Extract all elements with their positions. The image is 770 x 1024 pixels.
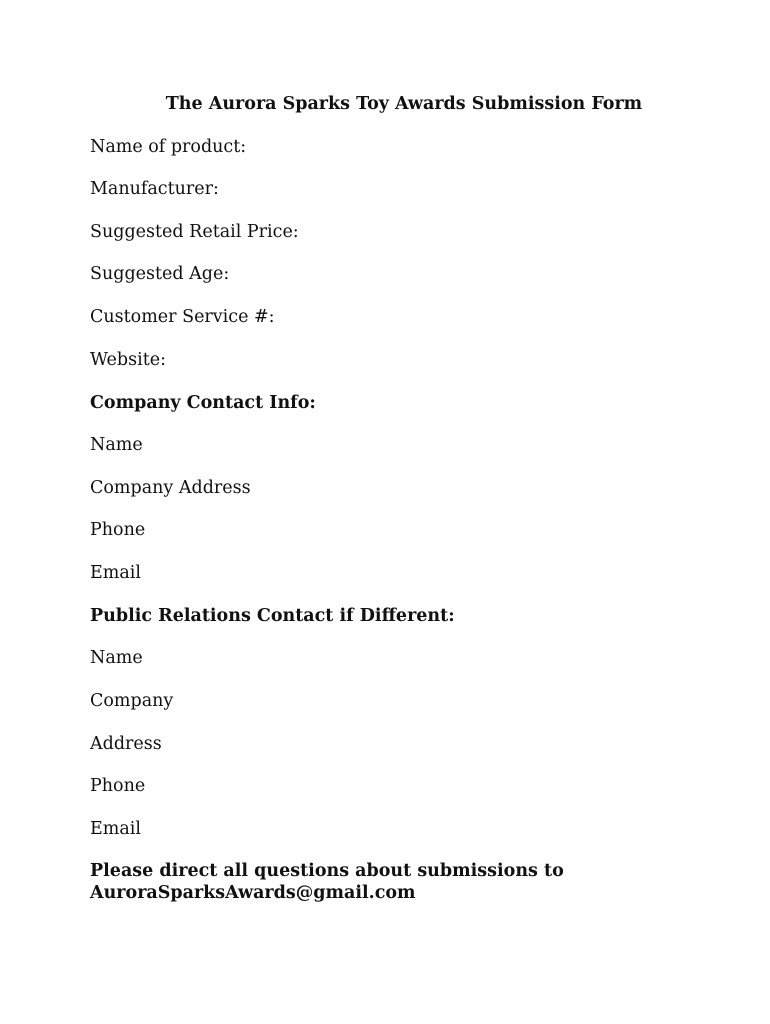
pr-contact-heading: Public Relations Contact if Different: xyxy=(90,606,455,626)
pr-contact-phone: Phone xyxy=(90,776,146,796)
closing-note xyxy=(90,860,564,904)
company-contact-address: Company Address xyxy=(90,478,251,498)
contact-email-address: AuroraSparksAwards@gmail.com xyxy=(90,883,416,903)
company-contact-name: Name xyxy=(90,435,143,455)
closing-note-line1: Please direct all questions about submissions to xyxy=(90,861,564,881)
form-title: The Aurora Sparks Toy Awards Submission Form xyxy=(165,94,643,114)
pr-contact-name: Name xyxy=(90,648,143,668)
field-suggested-retail-price: Suggested Retail Price: xyxy=(90,222,299,242)
field-website: Website: xyxy=(90,350,166,370)
pr-contact-email: Email xyxy=(90,819,141,839)
company-contact-email: Email xyxy=(90,563,141,583)
pr-contact-company: Company xyxy=(90,691,174,711)
field-customer-service: Customer Service #: xyxy=(90,307,275,327)
pr-contact-address: Address xyxy=(90,734,162,754)
field-suggested-age: Suggested Age: xyxy=(90,264,230,284)
field-name-of-product: Name of product: xyxy=(90,137,247,157)
company-contact-heading: Company Contact Info: xyxy=(90,393,316,413)
company-contact-phone: Phone xyxy=(90,520,146,540)
field-manufacturer: Manufacturer: xyxy=(90,179,219,199)
